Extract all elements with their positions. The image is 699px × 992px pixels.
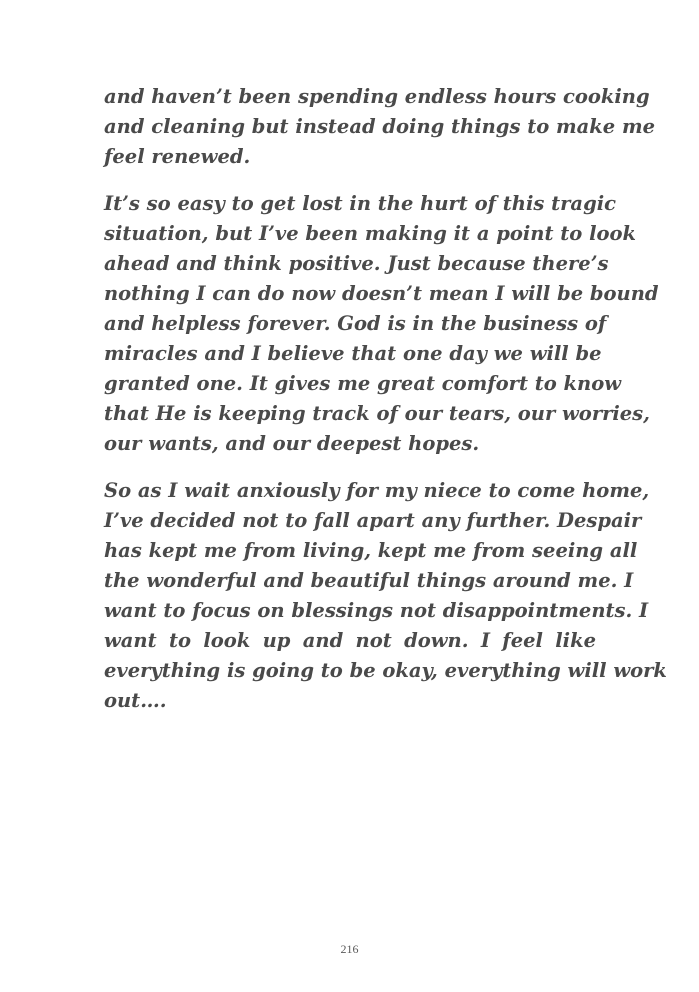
text-line: situation, but I’ve been making it a point to look [104,222,637,245]
text-line: feel renewed. [104,145,251,168]
text-line: has kept me from living, kept me from seeing all [104,539,638,562]
text-line: ahead and think positive. Just because there’s [104,252,609,275]
text-line: our wants, and our deepest hopes. [104,432,480,455]
text-line: everything is going to be okay, everything will work [104,659,667,682]
text-line: want to focus on blessings not disappointments. I [104,599,649,622]
text-line: granted one. It gives me great comfort to know [104,372,622,395]
text-line: nothing I can do now doesn’t mean I will be bound [104,282,659,305]
text-line: want to look up and not down. I feel like [104,629,596,652]
text-line: miracles and I believe that one day we will be [104,342,602,365]
text-line: So as I wait anxiously for my niece to come home, [104,479,650,502]
text-line: and helpless forever. God is in the business of [104,312,607,335]
text-line: It’s so easy to get lost in the hurt of this tragic [104,192,616,215]
text-line: that He is keeping track of our tears, our worries, [104,402,650,425]
paragraph-3 [104,476,667,716]
text-line: and haven’t been spending endless hours cooking [104,85,650,108]
text-line: and cleaning but instead doing things to make me [104,115,656,138]
body-text [104,82,667,733]
text-line: out…. [104,689,167,712]
paragraph-1 [104,82,656,172]
text-line: I’ve decided not to fall apart any further. Despair [104,509,642,532]
text-line: the wonderful and beautiful things around me. I [104,569,634,592]
paragraph-2 [104,189,659,459]
page-number: 216 [340,942,359,956]
